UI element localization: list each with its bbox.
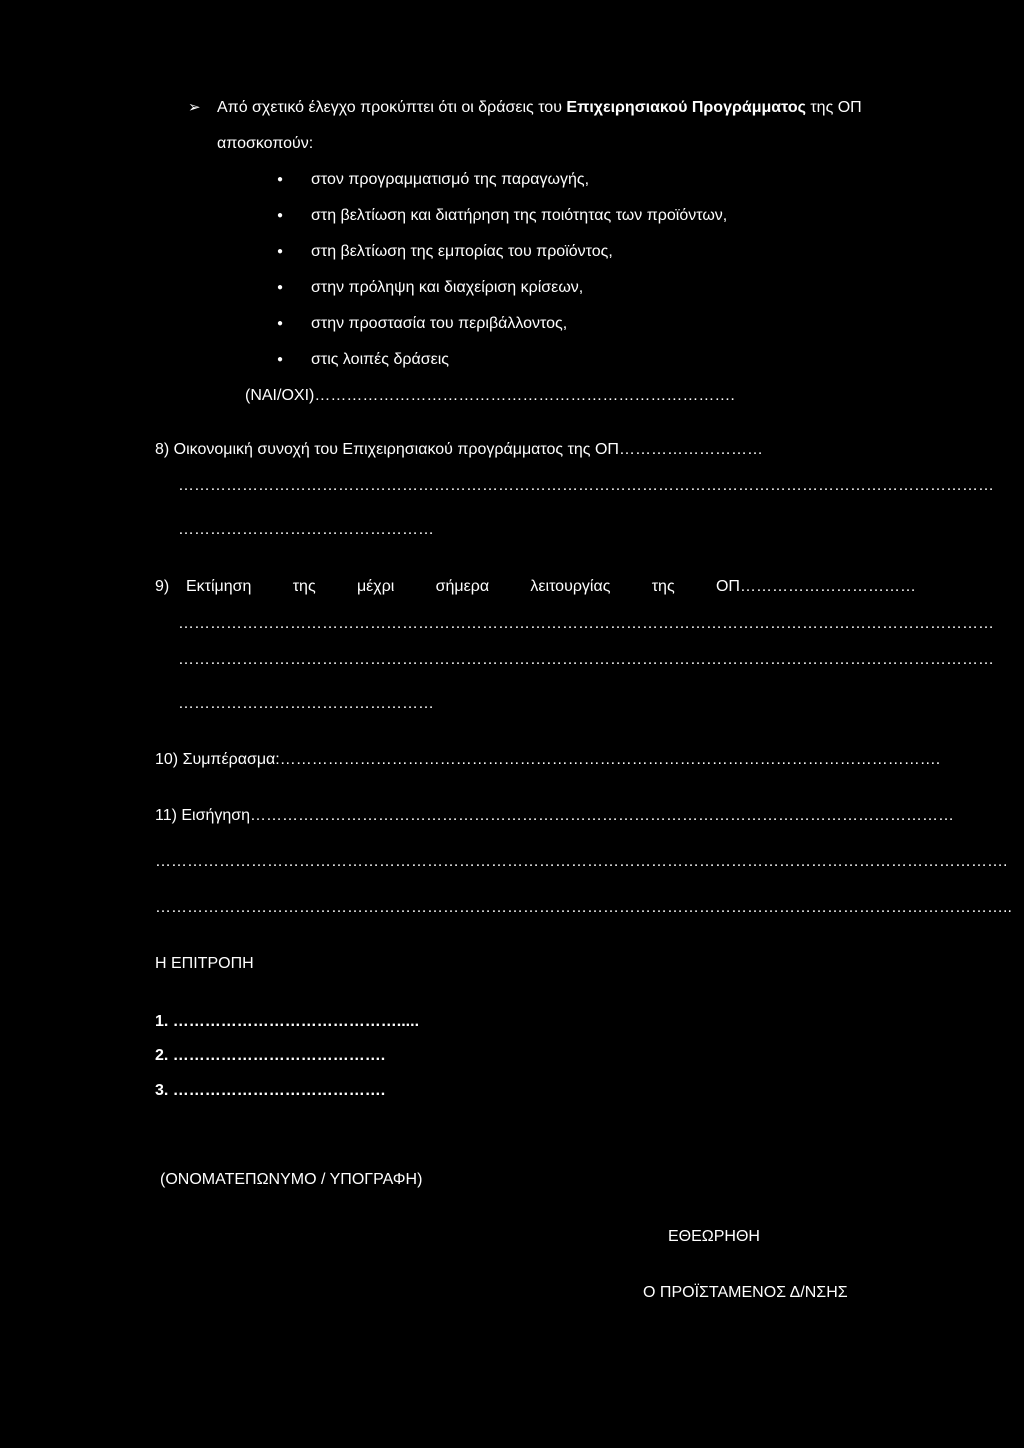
committee-member-line: 2. ………………………………….: [155, 1047, 386, 1064]
item-9-word: ΟΠ……………………………: [715, 578, 916, 595]
committee-member-line: 1. …………………………………….....: [155, 1013, 420, 1030]
intro-text-bold: Επιχειρησιακού Προγράμματος: [566, 99, 806, 116]
approval-role: Ο ΠΡΟΪΣΤΑΜΕΝΟΣ Δ/ΝΣΗΣ: [643, 1284, 848, 1301]
item-8-line: ………………………………………………………………………………………………………………………………………: [178, 477, 994, 494]
item-11-label: 11) Εισήγηση……………………………………………………………………………………………………………………: [155, 807, 955, 824]
bullet-dot-icon: ●: [277, 210, 284, 221]
bullet-dot-icon: ●: [277, 174, 284, 185]
bullet-item: στις λοιπές δράσεις: [311, 351, 449, 368]
arrow-bullet-icon: ➢: [188, 99, 201, 116]
bullet-item: στην προστασία του περιβάλλοντος,: [311, 315, 568, 332]
committee-member-line: 3. ………………………………….: [155, 1082, 386, 1099]
intro-line-1: [217, 98, 862, 118]
item-11-line: …………………………………………………………………………………………………………………………………………….: [155, 853, 1008, 870]
signature-note: (ΟΝΟΜΑΤΕΠΩΝΥΜΟ / ΥΠΟΓΡΑΦΗ): [160, 1171, 423, 1188]
committee-title: Η ΕΠΙΤΡΟΠΗ: [155, 955, 254, 972]
item-9-word: σήμερα: [435, 578, 490, 595]
item-9-line: …………………………………………: [178, 695, 434, 712]
bullet-item: στην πρόληψη και διαχείριση κρίσεων,: [311, 279, 584, 296]
bullet-dot-icon: ●: [277, 282, 284, 293]
yes-no-field: (ΝΑΙ/ΟΧΙ)…………………………………………………………………….: [245, 387, 735, 404]
item-9-word: λειτουργίας: [530, 578, 611, 595]
bullet-item: στη βελτίωση και διατήρηση της ποιότητας των προϊόντων,: [311, 207, 728, 224]
item-11-line: ……………………………………………………………………………………………………………………………………………..: [155, 899, 1012, 916]
item-9-number: 9): [155, 578, 170, 595]
item-9-word: της: [651, 578, 675, 595]
bullet-dot-icon: ●: [277, 354, 284, 365]
approval-label: ΕΘΕΩΡΗΘΗ: [668, 1228, 760, 1245]
item-9-label: [186, 577, 916, 597]
item-8-label: 8) Οικονομική συνοχή του Επιχειρησιακού προγράμματος της ΟΠ………………………: [155, 441, 763, 458]
bullet-item: στη βελτίωση της εμπορίας του προϊόντος,: [311, 243, 613, 260]
item-9-word: μέχρι: [356, 578, 395, 595]
bullet-dot-icon: ●: [277, 246, 284, 257]
intro-text-a: Από σχετικό έλεγχο προκύπτει ότι οι δράσεις του: [217, 99, 567, 116]
item-9-word: Εκτίμηση: [186, 578, 252, 595]
item-9-line: ………………………………………………………………………………………………………………………………………: [178, 615, 994, 632]
bullet-dot-icon: ●: [277, 318, 284, 329]
item-8-line: …………………………………………: [178, 521, 434, 538]
intro-line-2: αποσκοπούν:: [217, 135, 314, 152]
item-10-label: 10) Συμπέρασμα:…………………………………………………………………………………………………………….: [155, 751, 941, 768]
item-9-line: ………………………………………………………………………………………………………………………………………: [178, 651, 994, 668]
item-9-word: της: [292, 578, 316, 595]
bullet-item: στον προγραμματισμό της παραγωγής,: [311, 171, 590, 188]
intro-text-b: της ΟΠ: [805, 99, 862, 116]
